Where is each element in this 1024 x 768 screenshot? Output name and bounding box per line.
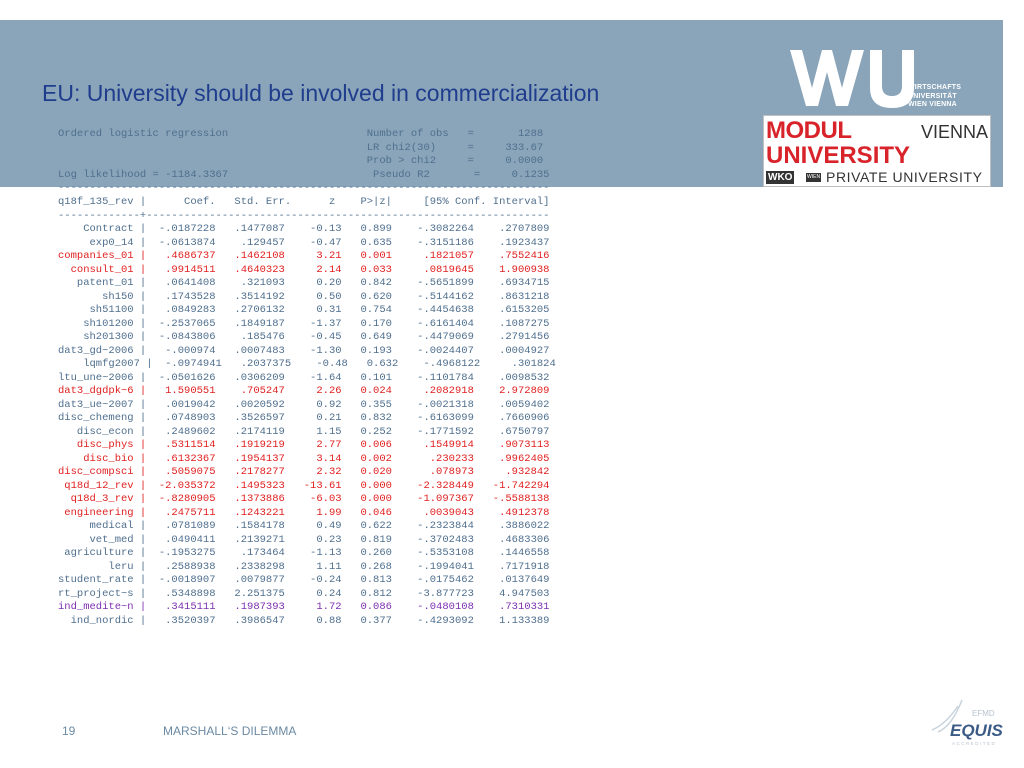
regression-row: sh101200 | -.2537065 .1849187 -1.37 0.170 -.6161404 .1087275 bbox=[58, 317, 550, 330]
column-header: q18f_135_rev | Coef. Std. Err. z P>|z| [95% Conf. Interval] bbox=[58, 196, 550, 208]
modul-vienna-word: VIENNA bbox=[921, 122, 989, 142]
wu-line-2: UNIVERSITÄT bbox=[908, 92, 957, 100]
equis-efmd-text: EFMD bbox=[972, 709, 995, 718]
modul-word: MODUL bbox=[766, 117, 852, 144]
equis-sub-text: ACCREDITED bbox=[952, 741, 997, 746]
regression-row: rt_project~s | .5348898 2.251375 0.24 0.812 -3.877723 4.947503 bbox=[58, 587, 550, 600]
regression-row: dat3_gd~2006 | -.000974 .0007483 -1.30 0.193 -.0024407 .0004927 bbox=[58, 344, 550, 357]
slide-title: EU: University should be involved in commercialization bbox=[42, 80, 600, 106]
regression-row: agriculture | -.1953275 .173464 -1.13 0.260 -.5353108 .1446558 bbox=[58, 547, 550, 559]
regression-row: disc_phys | .5311514 .1919219 2.77 0.006 .1549914 .9073113 bbox=[58, 439, 550, 451]
regression-row: ltu_une~2006 | -.0501626 .0306209 -1.64 0.101 -.1101784 .0098532 bbox=[58, 371, 550, 384]
wu-logo-text bbox=[908, 84, 961, 110]
regression-row: ind_nordic | .3520397 .3986547 0.88 0.377 -.4293092 1.133389 bbox=[58, 614, 550, 627]
equis-main-text: EQUIS bbox=[950, 721, 1003, 740]
regression-row: student_rate | -.0018907 .0079877 -0.24 0.813 -.0175462 .0137649 bbox=[58, 574, 550, 586]
page-number: 19 bbox=[62, 724, 76, 738]
wu-line-1: WIRTSCHAFTS bbox=[908, 84, 962, 91]
equis-logo bbox=[928, 696, 1008, 748]
private-university-text: PRIVATE UNIVERSITY bbox=[826, 169, 983, 185]
header-line: Prob > chi2 = 0.0000 bbox=[58, 155, 544, 167]
regression-row: sh51100 | .0849283 .2706132 0.31 0.754 -.4454638 .6153205 bbox=[58, 304, 550, 316]
regression-row: dat3_ue~2007 | .0019042 .0020592 0.92 0.355 -.0021318 .0059402 bbox=[58, 398, 550, 411]
modul-university-logo bbox=[763, 115, 991, 187]
regression-row: medical | .0781089 .1584178 0.49 0.622 -.2323844 .3886022 bbox=[58, 520, 550, 532]
regression-row: disc_bio | .6132367 .1954137 3.14 0.002 .230233 .9962405 bbox=[58, 452, 550, 465]
regression-row: disc_compsci | .5059075 .2178277 2.32 0.020 .078973 .932842 bbox=[58, 466, 550, 478]
regression-row: engineering | .2475711 .1243221 1.99 0.046 .0039043 .4912378 bbox=[58, 506, 550, 519]
modul-university-word: UNIVERSITY bbox=[766, 142, 911, 169]
header-line: LR chi2(30) = 333.67 bbox=[58, 141, 544, 154]
regression-row: consult_01 | .9914511 .4640323 2.14 0.033 .0819645 1.900938 bbox=[58, 263, 550, 276]
wien-badge: WIEN bbox=[807, 174, 821, 180]
regression-row: sh201300 | -.0843806 .185476 -0.45 0.649 -.4479069 .2791456 bbox=[58, 331, 550, 343]
regression-row: q18d_3_rev | -.8280905 .1373886 -6.03 0.000 -1.097367 -.5588138 bbox=[58, 493, 550, 505]
regression-row: Contract | -.0187228 .1477087 -0.13 0.899 -.3082264 .2707809 bbox=[58, 223, 550, 235]
regression-table bbox=[58, 196, 556, 628]
header-line: Ordered logistic regression Number of obs = 1288 bbox=[58, 128, 544, 140]
regression-header bbox=[58, 128, 549, 196]
regression-row: sh150 | .1743528 .3514192 0.50 0.620 -.5144162 .8631218 bbox=[58, 290, 550, 303]
regression-row: disc_econ | .2489602 .2174119 1.15 0.252 -.1771592 .6750797 bbox=[58, 425, 550, 438]
wu-logo bbox=[788, 46, 998, 110]
regression-row: vet_med | .0490411 .2139271 0.23 0.819 -.3702483 .4683306 bbox=[58, 533, 550, 546]
regression-row: leru | .2588938 .2338298 1.11 0.268 -.1994041 .7171918 bbox=[58, 560, 550, 573]
wu-line-3: WIEN VIENNA bbox=[908, 101, 957, 108]
regression-row: dat3_dgdpk~6 | 1.590551 .705247 2.26 0.024 .2082918 2.972809 bbox=[58, 385, 550, 397]
top-rule: ------------------------------------------------------------------------------ bbox=[58, 182, 550, 194]
wko-badge: WKO bbox=[768, 172, 793, 183]
regression-row: q18d_12_rev | -2.035372 .1495323 -13.61 0.000 -2.328449 -1.742294 bbox=[58, 479, 550, 492]
footer-title: MARSHALL‘S DILEMMA bbox=[163, 724, 297, 738]
header-line: Log likelihood = -1184.3367 Pseudo R2 = 0.1235 bbox=[58, 168, 550, 181]
regression-row: patent_01 | .0641408 .321093 0.20 0.842 -.5651899 .6934715 bbox=[58, 277, 550, 289]
mid-rule: -------------+---------------------------------------------------------------- bbox=[58, 209, 550, 222]
regression-row: disc_chemeng | .0748903 .3526597 0.21 0.832 -.6163099 .7660906 bbox=[58, 412, 550, 424]
regression-row: lqmfg2007 | -.0974941 .2037375 -0.48 0.632 -.4968122 .301824 bbox=[58, 358, 556, 370]
regression-row: ind_medite~n | .3415111 .1987393 1.72 0.086 -.0480108 .7310331 bbox=[58, 601, 550, 613]
regression-row: exp0_14 | -.0613874 .129457 -0.47 0.635 -.3151186 .1923437 bbox=[58, 236, 550, 249]
regression-row: companies_01 | .4686737 .1462108 3.21 0.001 .1821057 .7552416 bbox=[58, 250, 550, 262]
